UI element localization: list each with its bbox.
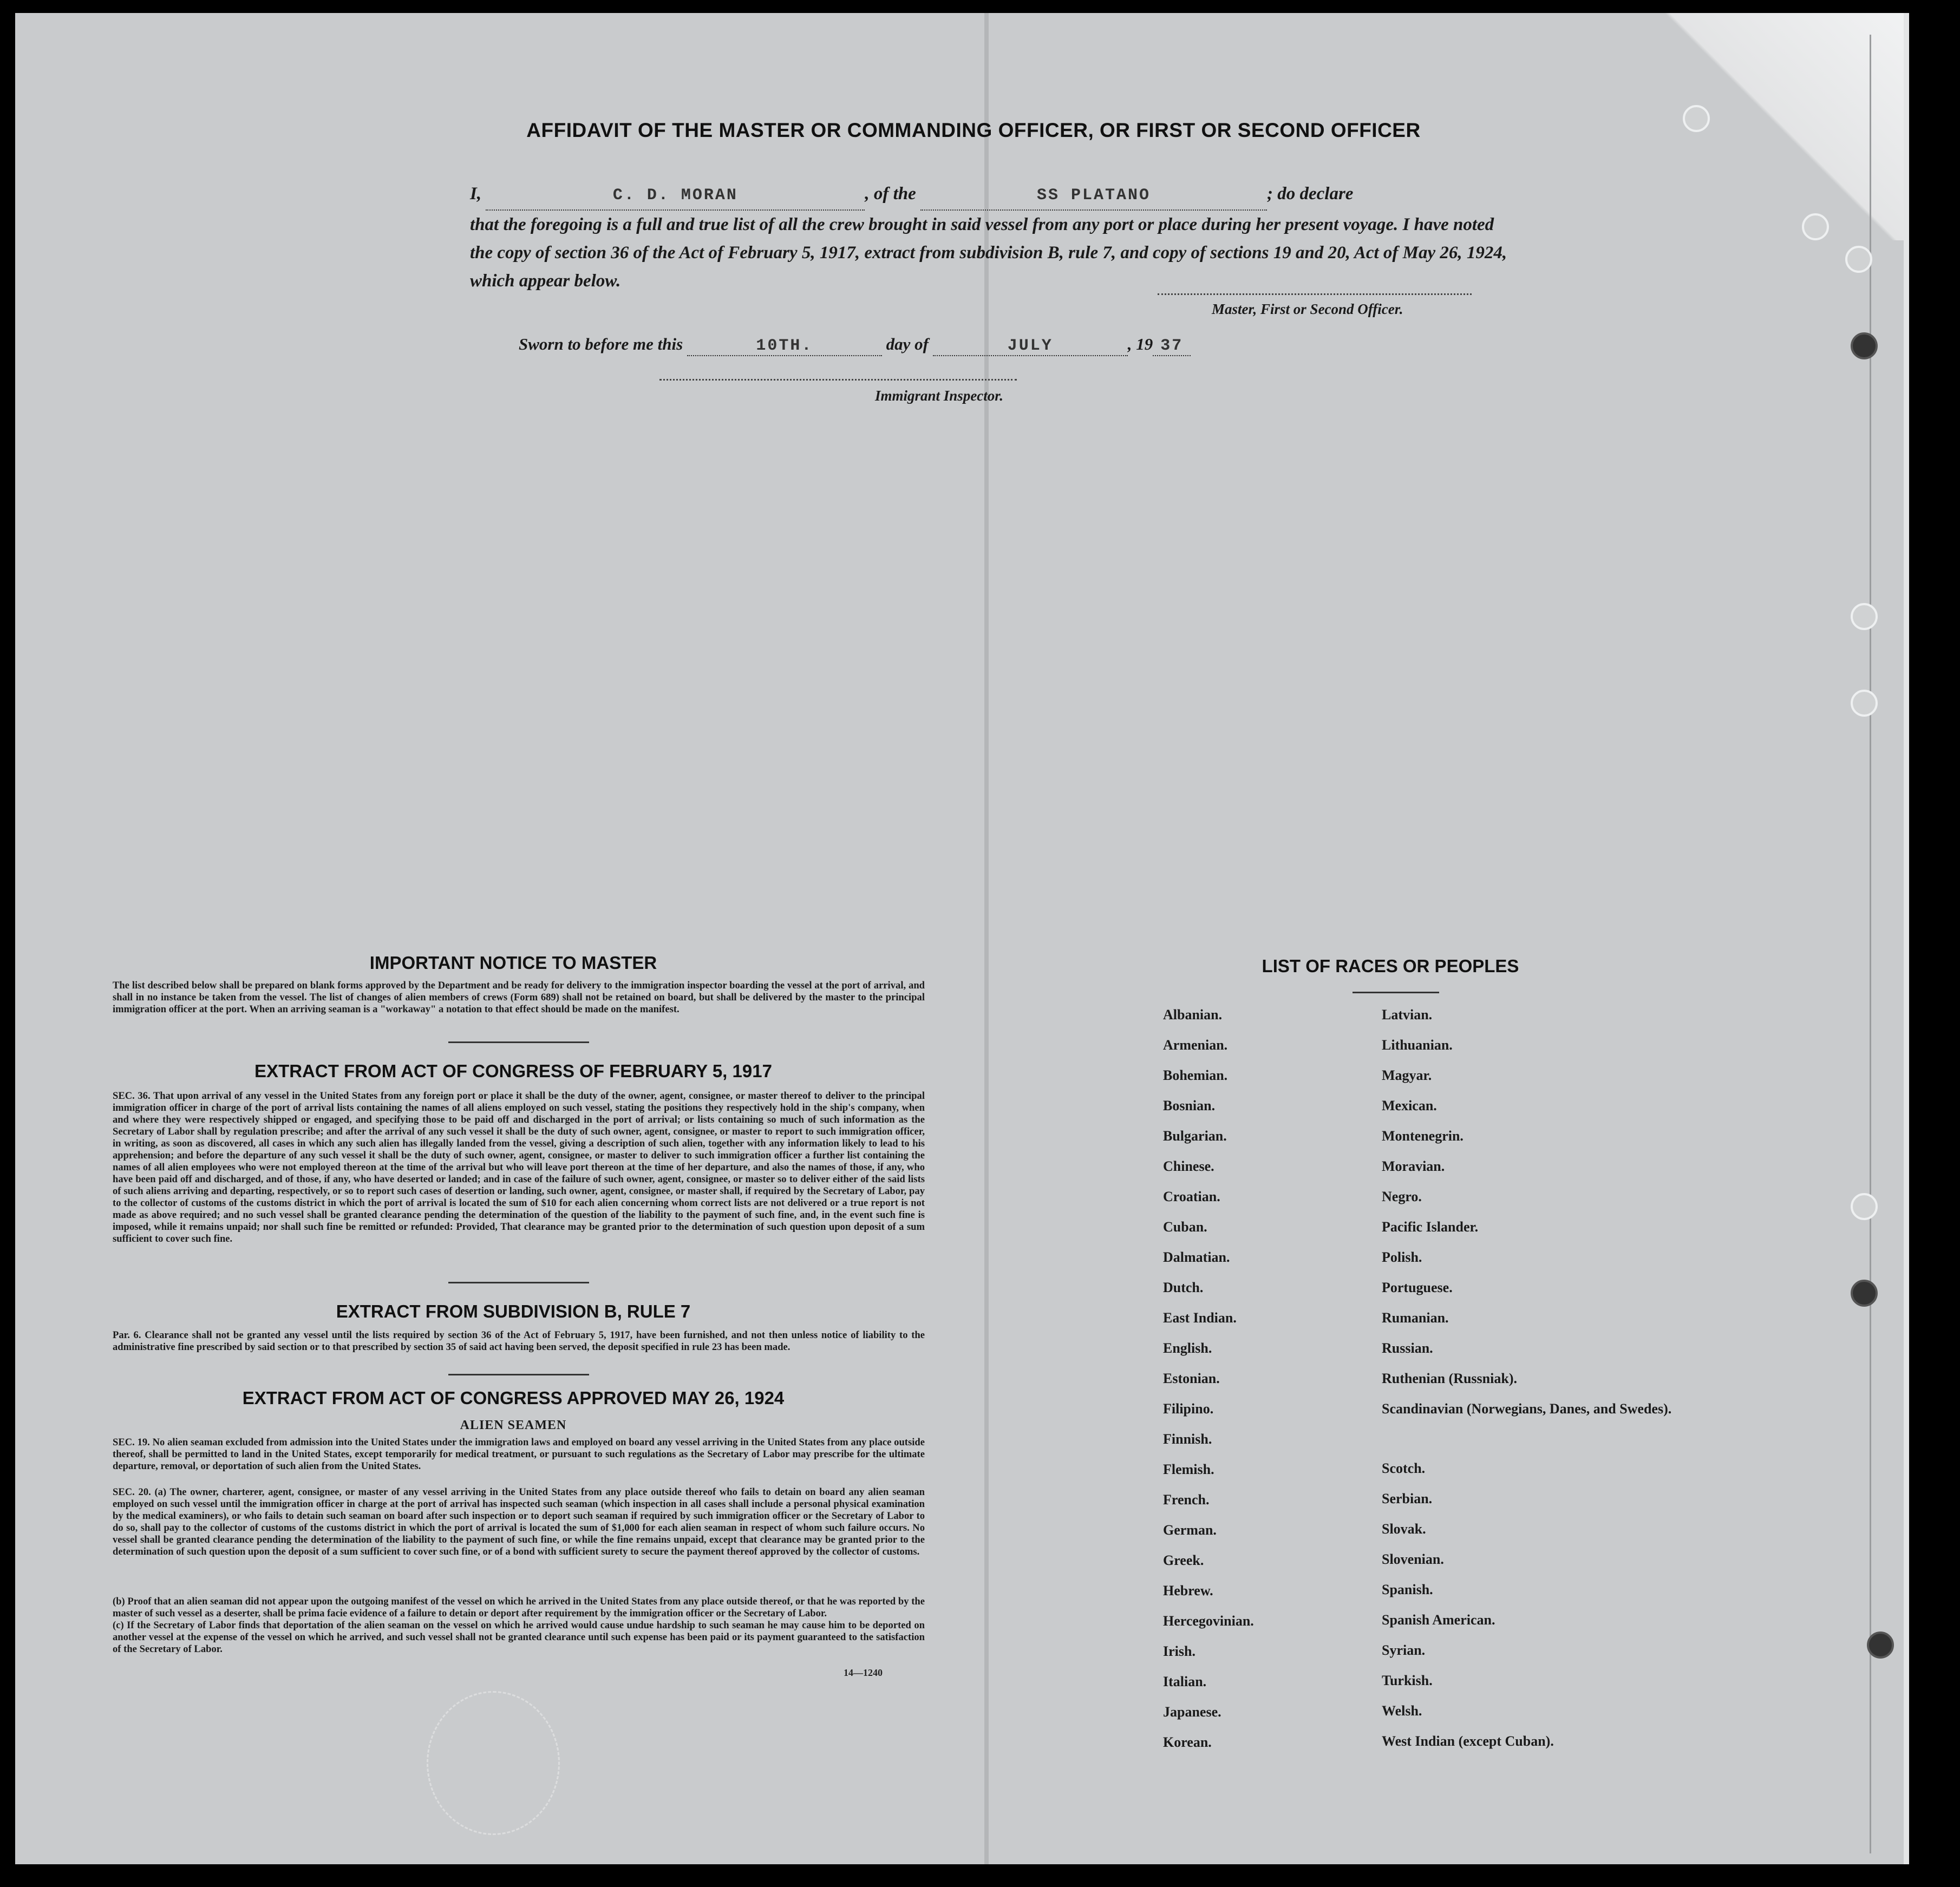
race-item: Filipino. — [1163, 1401, 1214, 1417]
races-right-column — [1382, 1007, 1671, 1764]
race-item: Chinese. — [1163, 1158, 1214, 1174]
race-item: Albanian. — [1163, 1007, 1223, 1023]
binder-hole — [1845, 246, 1872, 273]
races-left-column — [1163, 1007, 1254, 1765]
sworn-month-field: JULY — [933, 337, 1128, 356]
day-of-label: day of — [886, 335, 929, 353]
race-item: Mexican. — [1382, 1098, 1437, 1113]
race-item: Bulgarian. — [1163, 1128, 1227, 1144]
divider — [448, 1374, 589, 1375]
race-item: German. — [1163, 1522, 1217, 1538]
race-item: Cuban. — [1163, 1219, 1207, 1235]
binder-hole — [1851, 690, 1878, 717]
race-item: Scandinavian (Norwegians, Danes, and Swedes). — [1382, 1401, 1672, 1417]
extract-1917-title: EXTRACT FROM ACT OF CONGRESS OF FEBRUARY 5, 1917 — [254, 1061, 772, 1081]
embossed-seal — [427, 1691, 560, 1835]
divider — [448, 1041, 589, 1043]
race-item: Welsh. — [1382, 1703, 1422, 1719]
race-item: Slovenian. — [1382, 1551, 1444, 1567]
sec19-text: SEC. 19. No alien seaman excluded from admission into the United States under the immigration laws and employed on board any vessel arriving in the United States from any place outside thereof, shall be permitted to land in the United States, except temporarily for medical treatment, or pursuant to such regulations as the Secretary of Labor may prescribe for the ultimate departure, removal, or deportation of such alien from the United States. — [113, 1437, 925, 1472]
race-item: Hebrew. — [1163, 1583, 1213, 1598]
race-item: Japanese. — [1163, 1704, 1221, 1720]
race-item: Korean. — [1163, 1734, 1212, 1750]
race-item: Portuguese. — [1382, 1280, 1453, 1295]
race-item: Bohemian. — [1163, 1067, 1228, 1083]
alien-seamen-subtitle: ALIEN SEAMEN — [460, 1418, 567, 1432]
race-item: Bosnian. — [1163, 1098, 1216, 1113]
binder-hole — [1802, 213, 1829, 240]
race-item: Armenian. — [1163, 1037, 1228, 1053]
binder-hole — [1851, 332, 1878, 359]
race-item: Serbian. — [1382, 1491, 1433, 1506]
race-item: French. — [1163, 1492, 1210, 1508]
margin-line — [1870, 35, 1871, 1853]
race-item: Syrian. — [1382, 1642, 1426, 1658]
extract-1917-text: SEC. 36. That upon arrival of any vessel in the United States from any foreign port or place it shall be the duty of the owner, agent, consignee, or master thereof to deliver to the principal immigration officer in charge of the port of arrival lists containing the names of all aliens employed on such vessel, stating the positions they respectively hold in the ship's company, when and where they were respectively shipped or engaged, and specifying those to be paid off and discharged in the port of arrival; or lists containing so much of such information as the Secretary of Labor shall by regulation prescribe; and after the arrival of any such vessel it shall be the duty of such owner, agent, consignee, or master to report to such immigration officer, in writing, as soon as discovered, all cases in which any such alien has illegally landed from the vessel, giving a description of such alien, together with any information likely to lead to his apprehension; and before the departure of any such vessel it shall be the duty of such owner, agent, consignee, or master to deliver to such immigration officer a further list containing the names of all alien employees who were not employed thereon at the time of the arrival but who will leave port thereon at the time of her departure, and also the names of those, if any, who have been paid off and discharged, and of those, if any, who have deserted or landed; and in case of the failure of such owner, agent, consignee, or master so to deliver either of the said lists of such aliens arriving and departing, respectively, or so to report such cases of desertion or landing, such owner, agent, consignee, or master shall, if required by the Secretary of Labor, pay to the collector of customs of the customs district in which the port of arrival is located the sum of $10 for each alien concerning whom correct lists are not delivered or a true report is not made as above required; and no such vessel shall be granted clearance pending the determination of the question of the liability to the payment of such fine, and, in the event such fine is imposed, while it remains unpaid; nor shall such fine be remitted or refunded: Provided, That clearance may be granted prior to the determination of such question upon deposit of a sum sufficient to cover such fine. — [113, 1090, 925, 1244]
race-item: Scotch. — [1382, 1460, 1426, 1476]
race-item: Magyar. — [1382, 1067, 1432, 1083]
document-sheet — [15, 13, 1909, 1864]
sec20b-text: (b) Proof that an alien seaman did not appear upon the outgoing manifest of the vessel on which he arrived in the United States from any place outside thereof, or that he was reported by the master of such vessel as a deserter, shall be prima facie evidence of a failure to detain or deport after requirement by the immigration officer or the Secretary of Labor. — [113, 1596, 925, 1619]
affidavit-title: AFFIDAVIT OF THE MASTER OR COMMANDING OFFICER, OR FIRST OR SECOND OFFICER — [526, 119, 1421, 141]
race-item: English. — [1163, 1340, 1212, 1356]
master-name-field: C. D. MORAN — [486, 181, 865, 211]
folded-corner — [1611, 13, 1904, 240]
race-item: Dutch. — [1163, 1280, 1204, 1295]
extract-rule7-title: EXTRACT FROM SUBDIVISION B, RULE 7 — [336, 1301, 691, 1321]
race-item: Montenegrin. — [1382, 1128, 1464, 1144]
race-item: Flemish. — [1163, 1462, 1214, 1477]
race-item: Hercegovinian. — [1163, 1613, 1254, 1629]
race-item: Negro. — [1382, 1189, 1422, 1204]
race-item: Polish. — [1382, 1249, 1422, 1265]
race-item: Latvian. — [1382, 1007, 1433, 1023]
sworn-year-field: 37 — [1153, 337, 1191, 356]
race-item: Italian. — [1163, 1674, 1207, 1689]
race-item: Finnish. — [1163, 1431, 1212, 1447]
binder-hole — [1851, 1280, 1878, 1307]
binder-hole — [1851, 603, 1878, 630]
divider — [1353, 992, 1439, 993]
inspector-signature-line — [659, 379, 1017, 381]
sec20a-text: SEC. 20. (a) The owner, charterer, agent, consignee, or master of any vessel arriving in the United States from any place outside thereof who fails to detain on board any alien seaman employed on such vessel until the immigration officer in charge at the port of arrival has inspected such seaman (which inspection in all cases shall include a personal physical examination by the medical examiners), or who fails to detain such seaman on board after such inspection or to deport such seaman if required by such immigration officer or the Secretary of Labor to do so, shall pay to the collector of customs of the customs district in which the port of arrival is located the sum of $1,000 for each alien seaman in respect of whom such failure occurs. No vessel shall be granted clearance pending the determination of the liability to the payment of such fine, or while the fine remains unpaid, except that clearance may be granted prior to the determination of such question upon the deposit of a sum sufficient to cover such fine, or of a bond with sufficient surety to secure the payment thereof approved by the collector of customs. — [113, 1486, 925, 1557]
affidavit-of-the: , of the — [865, 184, 916, 204]
race-item: Spanish. — [1382, 1582, 1433, 1597]
notice-text: The list described below shall be prepared on blank forms approved by the Department and be ready for delivery to the immigration inspector boarding the vessel at the port of arrival, and shall in no instance be taken from the vessel. The list of changes of alien members of crews (Form 689) shall not be retained on board, but shall be delivered by the master to the principal immigration officer at the port. When an arriving seaman is a "workaway" a notation to that effect should be made on the manifest. — [113, 980, 925, 1015]
year-prefix: , 19 — [1127, 335, 1153, 353]
race-item: Slovak. — [1382, 1521, 1426, 1537]
affidavit-intro: I, — [470, 184, 482, 204]
inspector-signature-label: Immigrant Inspector. — [875, 388, 1004, 404]
sworn-prefix: Sworn to before me this — [519, 335, 683, 353]
affidavit-body — [470, 180, 1510, 295]
race-item: Pacific Islander. — [1382, 1219, 1479, 1235]
notice-title: IMPORTANT NOTICE TO MASTER — [369, 953, 657, 973]
race-item: Greek. — [1163, 1552, 1204, 1568]
race-item: Irish. — [1163, 1643, 1195, 1659]
form-number: 14—1240 — [844, 1667, 883, 1678]
sworn-day-field: 10TH. — [687, 337, 882, 356]
race-item: Ruthenian (Russniak). — [1382, 1371, 1517, 1386]
master-signature-line — [1158, 293, 1472, 295]
affidavit-do-declare: ; do declare — [1267, 184, 1354, 204]
binder-hole — [1851, 1193, 1878, 1220]
vessel-name-field: SS PLATANO — [920, 181, 1267, 211]
race-item: Turkish. — [1382, 1673, 1433, 1688]
sworn-line — [519, 335, 1191, 356]
sec20c-text: (c) If the Secretary of Labor finds that deportation of the alien seaman on the vessel on which he arrived would cause undue hardship to such seaman he may cause him to be deported on another vessel at the expense of the vessel on which he arrived, and such vessel shall not be granted clearance until such expense has been paid or its payment guaranteed to the satisfaction of the Secretary of Labor. — [113, 1620, 925, 1655]
race-item: Dalmatian. — [1163, 1249, 1230, 1265]
master-signature-label: Master, First or Second Officer. — [1212, 301, 1403, 317]
race-item: Lithuanian. — [1382, 1037, 1453, 1053]
divider — [448, 1282, 589, 1283]
race-item: Moravian. — [1382, 1158, 1445, 1174]
extract-rule7-text: Par. 6. Clearance shall not be granted any vessel until the lists required by section 36 of the Act of February 5, 1917, have been furnished, and not then unless notice of liability to the administrative fine prescribed by said section or to that prescribed by section 35 of said act having been served, the deposit specified in rule 23 has been made. — [113, 1329, 925, 1353]
race-item: Spanish American. — [1382, 1612, 1495, 1628]
race-item: Rumanian. — [1382, 1310, 1449, 1326]
binder-hole — [1867, 1632, 1894, 1659]
races-title: LIST OF RACES OR PEOPLES — [1262, 956, 1519, 976]
binder-hole — [1683, 105, 1710, 132]
race-item: East Indian. — [1163, 1310, 1237, 1326]
affidavit-declaration: that the foregoing is a full and true list of all the crew brought in said vessel from any port or place during her present voyage. I have noted the copy of section 36 of the Act of February 5, 1917, extract from subdivision B, rule 7, and copy of sections 19 and 20, Act of May 26, 1924, which appear below. — [470, 215, 1507, 291]
race-item: Croatian. — [1163, 1189, 1220, 1204]
race-item: Russian. — [1382, 1340, 1433, 1356]
extract-1924-title: EXTRACT FROM ACT OF CONGRESS APPROVED MAY 26, 1924 — [242, 1388, 785, 1408]
race-item: West Indian (except Cuban). — [1382, 1733, 1554, 1749]
race-item: Estonian. — [1163, 1371, 1220, 1386]
